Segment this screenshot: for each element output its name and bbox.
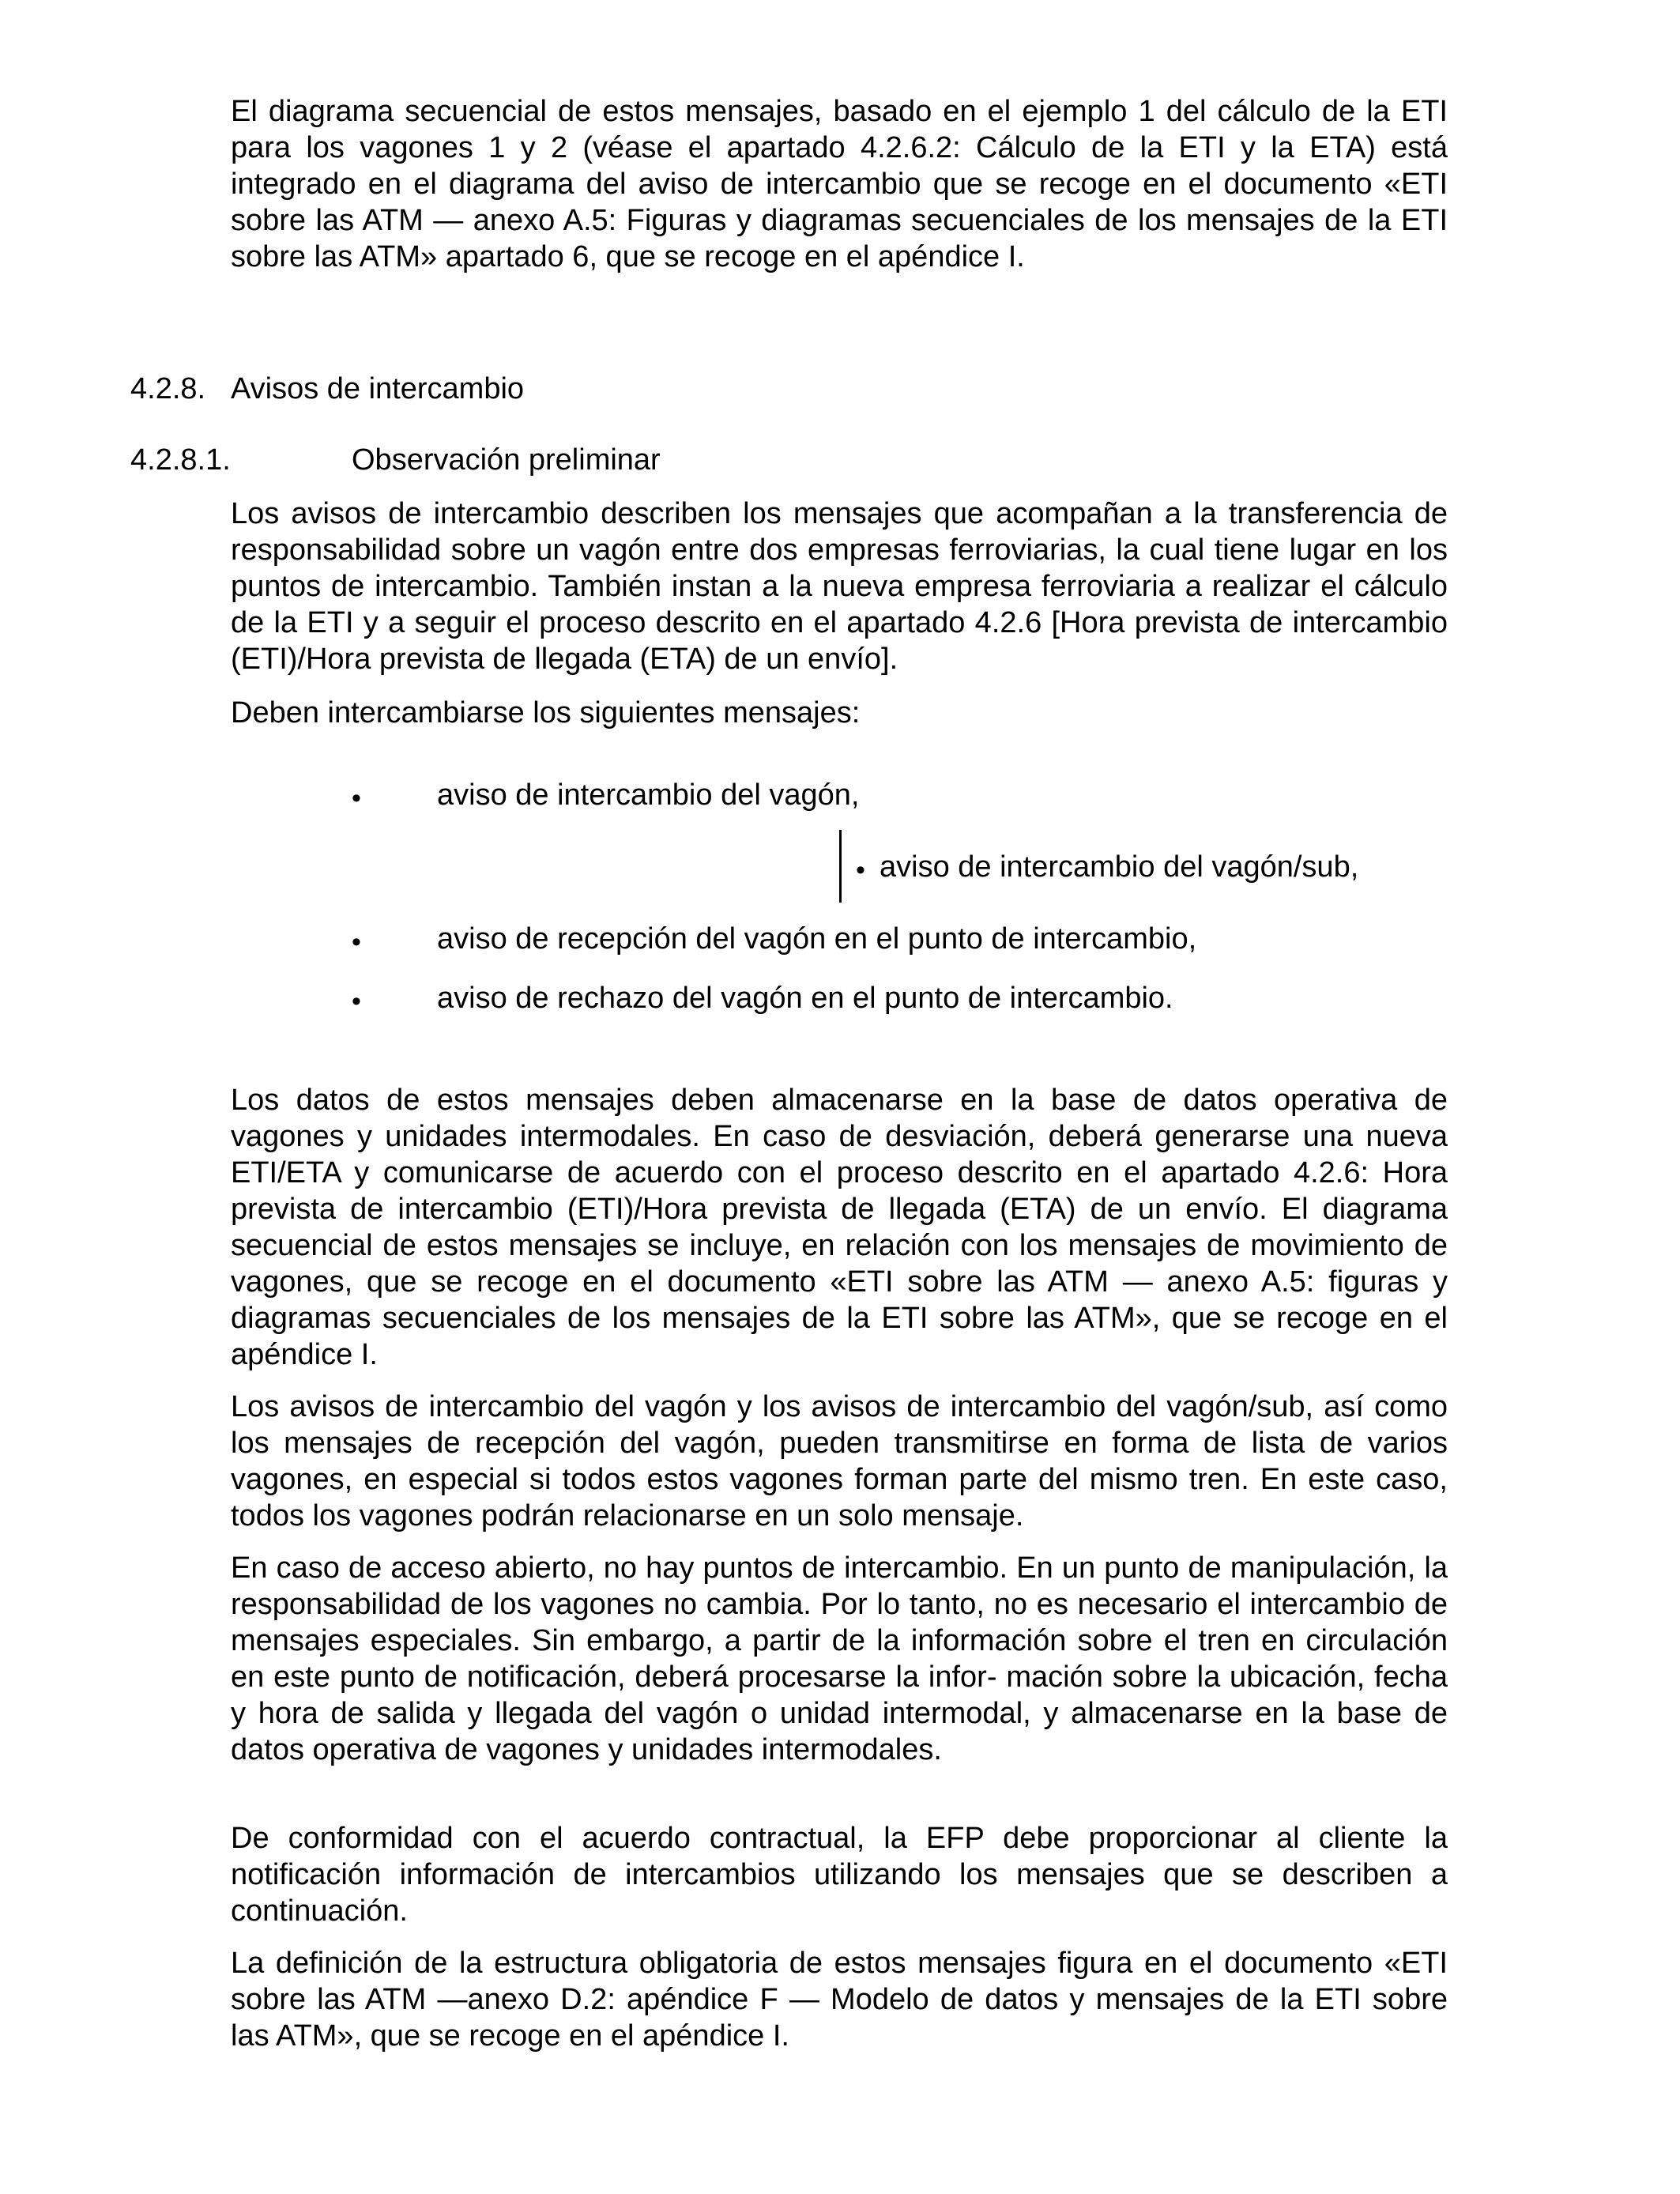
paragraph-1: Los avisos de intercambio describen los mensajes que acompañan a la transferencia de responsabilidad sobre un vagón entre dos empresas ferroviarias, la cual tiene lugar en los puntos de intercambio. También instan a la nueva empresa ferroviaria a realizar el cálculo de la ETI y a seguir el proceso descrito en el apartado 4.2.6 [Hora prevista de intercambio (ETI)/Hora prevista de llegada (ETA) de un envío]. [231,497,1448,676]
bullet-icon: • [352,783,361,813]
paragraph-6: De conformidad con el acuerdo contractual, la EFP debe proporcionar al cliente la notificación información de intercambios utilizando los mensajes que se describen a continuación. [231,1822,1448,1928]
sub-item-bar [839,830,842,903]
subsection-number: 4.2.8.1. [130,443,231,477]
list-sub-item: aviso de intercambio del vagón/sub, [880,850,1359,884]
paragraph-5: En caso de acceso abierto, no hay puntos de intercambio. En un punto de manipulación, la responsabilidad de los vagones no cambia. Por lo tanto, no es necesario el intercambio de mensajes especiales. Sin embargo, a partir de la información sobre el tren en circulación en este punto de notificación, deberá procesarse la infor- mación sobre la ubicación, fecha y hora de salida y llegada del vagón o unidad intermodal, y almacenarse en la base de datos operativa de vagones y unidades intermodales. [231,1551,1448,1766]
section-title: Avisos de intercambio [231,372,525,405]
subsection-title: Observación preliminar [352,443,661,477]
paragraph-7: La definición de la estructura obligatoria de estos mensajes figura en el documento «ETI sobre las ATM —anexo D.2: apéndice F — Modelo de datos y mensajes de la ETI sobre las ATM», que se recoge en el apéndice I. [231,1947,1448,2053]
paragraph-4: Los avisos de intercambio del vagón y los avisos de intercambio del vagón/sub, así como los mensajes de recepción del vagón, pueden transmitirse en forma de lista de varios vagones, en especial si todos estos vagones forman parte del mismo tren. En este caso, todos los vagones podrán relacionarse en un solo mensaje. [231,1390,1448,1532]
list-item-3: aviso de rechazo del vagón en el punto de intercambio. [437,982,1173,1015]
bullet-icon: • [352,927,361,957]
intro-paragraph: El diagrama secuencial de estos mensajes, basado en el ejemplo 1 del cálculo de la ETI para los vagones 1 y 2 (véase el apartado 4.2.6.2: Cálculo de la ETI y la ETA) está integrado en el diagrama del aviso de intercambio que se recoge en el documento «ETI sobre las ATM — anexo A.5: Figuras y diagramas secuenciales de los mensajes de la ETI sobre las ATM» apartado 6, que se recoge en el apéndice I. [231,95,1448,273]
paragraph-3: Los datos de estos mensajes deben almacenarse en la base de datos operativa de vagones y unidades intermodales. En caso de desviación, deberá generarse una nueva ETI/ETA y comunicarse de acuerdo con el proceso descrito en el apartado 4.2.6: Hora prevista de intercambio (ETI)/Hora prevista de llegada (ETA) de un envío. El diagrama secuencial de estos mensajes se incluye, en relación con los mensajes de movimiento de vagones, que se recoge en el documento «ETI sobre las ATM — anexo A.5: figuras y diagramas secuenciales de los mensajes de la ETI sobre las ATM», que se recoge en el apéndice I. [231,1084,1448,1371]
bullet-icon: • [352,986,361,1016]
paragraph-2: Deben intercambiarse los siguientes mensajes: [231,696,861,729]
section-number: 4.2.8. [130,372,206,405]
list-item-1: aviso de intercambio del vagón, [437,778,860,812]
list-item-2: aviso de recepción del vagón en el punto de intercambio, [437,922,1197,956]
sub-bullet-icon: • [856,855,865,885]
